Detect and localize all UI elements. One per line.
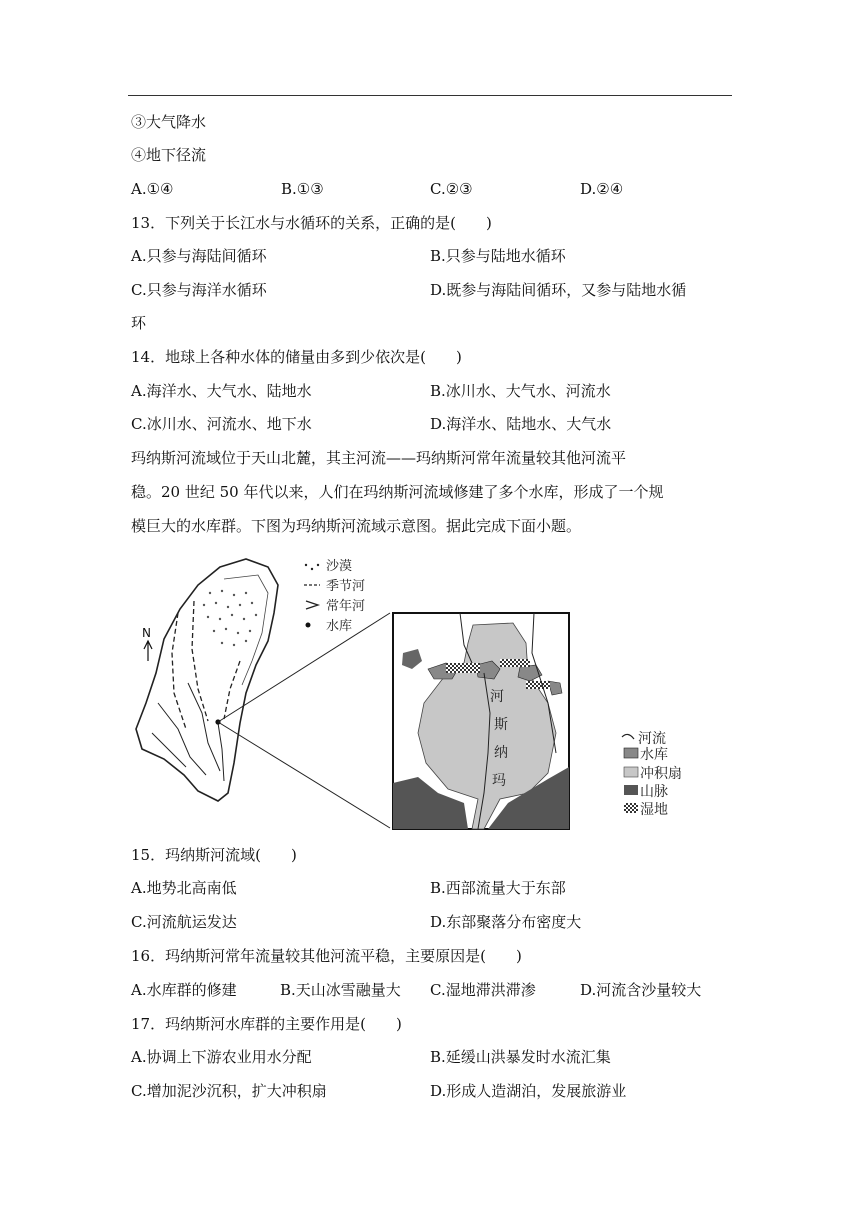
legend-mountain: 山脉 bbox=[640, 784, 668, 800]
legend-wetland: 湿地 bbox=[640, 802, 668, 818]
legend-seasonal: 季节河 bbox=[326, 579, 366, 594]
q13-option-d-continued: 环 bbox=[131, 314, 147, 332]
header-rule bbox=[128, 95, 732, 96]
option-text: ③大气降水 bbox=[131, 113, 207, 131]
legend-perennial: 常年河 bbox=[326, 599, 366, 614]
legend-river-icon bbox=[622, 734, 634, 739]
q12-option-b: B.①③ bbox=[281, 180, 324, 198]
legend-reservoir: 水库 bbox=[326, 619, 353, 634]
option-text: ④地下径流 bbox=[131, 146, 207, 164]
q13-option-c: C.只参与海洋水循环 bbox=[131, 281, 267, 299]
legend-wetland-icon bbox=[624, 803, 638, 813]
desert-area bbox=[203, 590, 257, 646]
legend-perennial-icon bbox=[306, 601, 318, 609]
q15-option-c: C.河流航运发达 bbox=[131, 913, 237, 931]
zoom-connector bbox=[218, 613, 390, 828]
legend-desert: 沙漠 bbox=[326, 559, 353, 574]
north-arrow-icon bbox=[142, 626, 152, 661]
question-14: 14．地球上各种水体的储量由多到少依次是( ) bbox=[131, 348, 462, 366]
q12-option-c: C.②③ bbox=[430, 180, 473, 198]
basin-outline bbox=[136, 559, 278, 801]
q14-option-b: B.冰川水、大气水、河流水 bbox=[430, 382, 611, 400]
svg-text:斯: 斯 bbox=[494, 717, 508, 733]
wetland-2 bbox=[500, 659, 530, 667]
question-13: 13．下列关于长江水与水循环的关系，正确的是( ) bbox=[131, 214, 492, 232]
wetland-1 bbox=[446, 663, 480, 673]
q16-option-a: A.水库群的修建 bbox=[131, 981, 237, 999]
wetland-3 bbox=[526, 681, 550, 689]
q14-option-d: D.海洋水、陆地水、大气水 bbox=[430, 415, 612, 433]
zoom-inset bbox=[393, 613, 569, 829]
q12-option-d: D.②④ bbox=[580, 180, 624, 198]
passage-line: 玛纳斯河流域位于天山北麓，其主河流——玛纳斯河常年流量较其他河流平 bbox=[131, 449, 627, 467]
question-15: 15．玛纳斯河流域( ) bbox=[131, 846, 297, 864]
legend-reservoir2: 水库 bbox=[640, 747, 668, 763]
q17-option-c: C.增加泥沙沉积，扩大冲积扇 bbox=[131, 1082, 327, 1100]
legend-fan-icon bbox=[624, 767, 638, 777]
legend-left bbox=[304, 558, 365, 634]
north-label: N bbox=[142, 626, 151, 640]
seasonal-rivers bbox=[172, 601, 240, 729]
passage-line: 模巨大的水库群。下图为玛纳斯河流域示意图。据此完成下面小题。 bbox=[131, 517, 582, 535]
legend-reservoir-icon bbox=[306, 623, 311, 628]
q14-option-c: C.冰川水、河流水、地下水 bbox=[131, 415, 312, 433]
legend-reservoir2-icon bbox=[624, 748, 638, 758]
svg-text:玛: 玛 bbox=[492, 773, 506, 789]
q12-option-a: A.①④ bbox=[131, 180, 174, 198]
svg-text:纳: 纳 bbox=[494, 745, 508, 761]
q13-option-d: D.既参与海陆间循环，又参与陆地水循 bbox=[430, 281, 687, 299]
q17-option-d: D.形成人造湖泊，发展旅游业 bbox=[430, 1082, 627, 1100]
q17-option-b: B.延缓山洪暴发时水流汇集 bbox=[430, 1048, 611, 1066]
q15-option-b: B.西部流量大于东部 bbox=[430, 879, 566, 897]
question-16: 16．玛纳斯河常年流量较其他河流平稳，主要原因是( ) bbox=[131, 947, 522, 965]
q15-option-d: D.东部聚落分布密度大 bbox=[430, 913, 582, 931]
q16-option-c: C.湿地滞洪滞渗 bbox=[430, 981, 536, 999]
q13-option-a: A.只参与海陆间循环 bbox=[131, 247, 267, 265]
svg-text:河: 河 bbox=[490, 689, 504, 705]
q16-option-d: D.河流含沙量较大 bbox=[580, 981, 702, 999]
question-17: 17．玛纳斯河水库群的主要作用是( ) bbox=[131, 1015, 402, 1033]
q17-option-a: A.协调上下游农业用水分配 bbox=[131, 1048, 312, 1066]
legend-right bbox=[622, 730, 682, 818]
manas-basin-map bbox=[128, 553, 708, 835]
q16-option-b: B.天山冰雪融量大 bbox=[280, 981, 401, 999]
perennial-rivers bbox=[152, 683, 224, 781]
q13-option-b: B.只参与陆地水循环 bbox=[430, 247, 566, 265]
passage-line: 稳。20 世纪 50 年代以来，人们在玛纳斯河流域修建了多个水库，形成了一个规 bbox=[131, 483, 664, 501]
legend-fan: 冲积扇 bbox=[640, 766, 682, 782]
legend-river: 河流 bbox=[638, 731, 666, 747]
legend-desert-icon bbox=[305, 564, 319, 570]
q15-option-a: A.地势北高南低 bbox=[131, 879, 237, 897]
q14-option-a: A.海洋水、大气水、陆地水 bbox=[131, 382, 312, 400]
legend-mountain-icon bbox=[624, 785, 638, 795]
